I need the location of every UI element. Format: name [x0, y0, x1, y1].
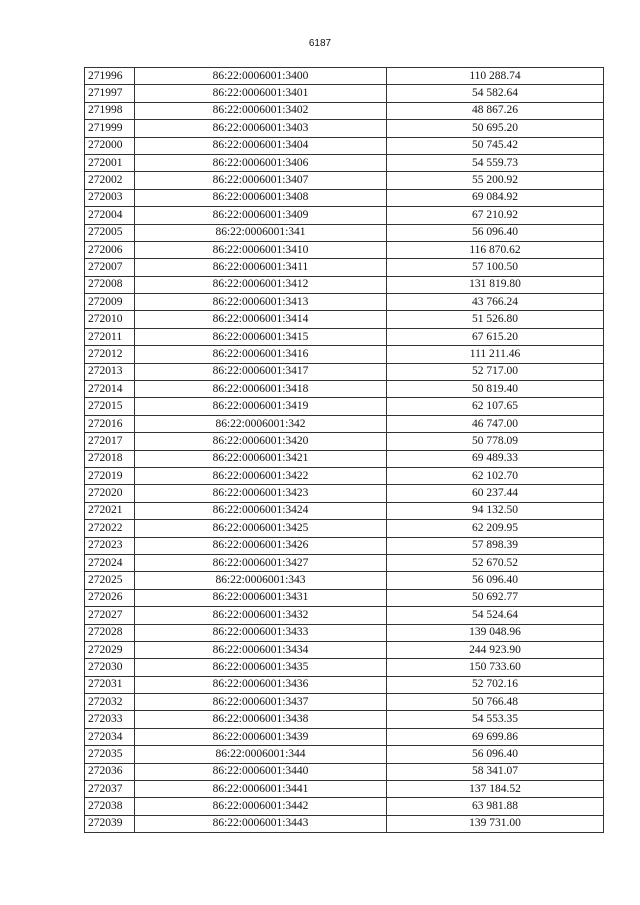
table-row	[85, 746, 604, 763]
row-number-cell: 272034	[85, 728, 135, 745]
cadastral-number-cell: 86:22:0006001:3418	[135, 381, 387, 398]
table-row	[85, 120, 604, 137]
value-cell: 51 526.80	[387, 311, 604, 328]
cadastral-number-cell: 86:22:0006001:3433	[135, 624, 387, 641]
row-number-cell: 272023	[85, 537, 135, 554]
cadastral-number-cell: 86:22:0006001:3402	[135, 102, 387, 119]
value-cell: 137 184.52	[387, 781, 604, 798]
cadastral-number-cell: 86:22:0006001:3406	[135, 154, 387, 171]
row-number-cell: 272018	[85, 450, 135, 467]
table-row	[85, 624, 604, 641]
value-cell: 54 582.64	[387, 85, 604, 102]
row-number-cell: 272022	[85, 520, 135, 537]
cadastral-number-cell: 86:22:0006001:3443	[135, 815, 387, 832]
row-number-cell: 272013	[85, 363, 135, 380]
value-cell: 54 524.64	[387, 607, 604, 624]
cadastral-number-cell: 86:22:0006001:3407	[135, 172, 387, 189]
cadastral-number-cell: 86:22:0006001:3408	[135, 189, 387, 206]
table-row	[85, 85, 604, 102]
row-number-cell: 272016	[85, 415, 135, 432]
table-row	[85, 572, 604, 589]
value-cell: 69 084.92	[387, 189, 604, 206]
row-number-cell: 271997	[85, 85, 135, 102]
value-cell: 69 699.86	[387, 728, 604, 745]
value-cell: 67 615.20	[387, 328, 604, 345]
table-row	[85, 607, 604, 624]
table-row	[85, 676, 604, 693]
value-cell: 50 766.48	[387, 694, 604, 711]
table-row	[85, 815, 604, 832]
table-row	[85, 311, 604, 328]
cadastral-number-cell: 86:22:0006001:3410	[135, 241, 387, 258]
value-cell: 54 553.35	[387, 711, 604, 728]
row-number-cell: 272014	[85, 381, 135, 398]
table-row	[85, 781, 604, 798]
value-cell: 131 819.80	[387, 276, 604, 293]
value-cell: 55 200.92	[387, 172, 604, 189]
cadastral-number-cell: 86:22:0006001:3417	[135, 363, 387, 380]
row-number-cell: 272019	[85, 467, 135, 484]
row-number-cell: 272012	[85, 346, 135, 363]
row-number-cell: 272015	[85, 398, 135, 415]
cadastral-number-cell: 86:22:0006001:3431	[135, 589, 387, 606]
row-number-cell: 272005	[85, 224, 135, 241]
value-cell: 46 747.00	[387, 415, 604, 432]
table-row	[85, 415, 604, 432]
cadastral-number-cell: 86:22:0006001:3435	[135, 659, 387, 676]
table-row	[85, 224, 604, 241]
row-number-cell: 272010	[85, 311, 135, 328]
cadastral-number-cell: 86:22:0006001:342	[135, 415, 387, 432]
cadastral-number-cell: 86:22:0006001:3404	[135, 137, 387, 154]
cadastral-number-cell: 86:22:0006001:343	[135, 572, 387, 589]
table-row	[85, 346, 604, 363]
cadastral-number-cell: 86:22:0006001:3437	[135, 694, 387, 711]
value-cell: 50 692.77	[387, 589, 604, 606]
cadastral-number-cell: 86:22:0006001:3432	[135, 607, 387, 624]
table-row	[85, 502, 604, 519]
table-row	[85, 276, 604, 293]
row-number-cell: 272020	[85, 485, 135, 502]
cadastral-number-cell: 86:22:0006001:3440	[135, 763, 387, 780]
cadastral-number-cell: 86:22:0006001:3438	[135, 711, 387, 728]
table-row	[85, 433, 604, 450]
value-cell: 50 745.42	[387, 137, 604, 154]
table-row	[85, 589, 604, 606]
value-cell: 56 096.40	[387, 572, 604, 589]
row-number-cell: 272009	[85, 294, 135, 311]
table-row	[85, 763, 604, 780]
row-number-cell: 272035	[85, 746, 135, 763]
row-number-cell: 272021	[85, 502, 135, 519]
value-cell: 50 819.40	[387, 381, 604, 398]
table-row	[85, 467, 604, 484]
cadastral-number-cell: 86:22:0006001:3441	[135, 781, 387, 798]
row-number-cell: 272011	[85, 328, 135, 345]
cadastral-number-cell: 86:22:0006001:3426	[135, 537, 387, 554]
table-row	[85, 537, 604, 554]
value-cell: 116 870.62	[387, 241, 604, 258]
cadastral-number-cell: 86:22:0006001:3414	[135, 311, 387, 328]
value-cell: 60 237.44	[387, 485, 604, 502]
table-row	[85, 641, 604, 658]
row-number-cell: 272038	[85, 798, 135, 815]
value-cell: 244 923.90	[387, 641, 604, 658]
value-cell: 48 867.26	[387, 102, 604, 119]
value-cell: 150 733.60	[387, 659, 604, 676]
cadastral-number-cell: 86:22:0006001:3424	[135, 502, 387, 519]
table-row	[85, 363, 604, 380]
value-cell: 56 096.40	[387, 746, 604, 763]
value-cell: 52 702.16	[387, 676, 604, 693]
table-row	[85, 259, 604, 276]
cadastral-number-cell: 86:22:0006001:3416	[135, 346, 387, 363]
table-row	[85, 520, 604, 537]
row-number-cell: 272025	[85, 572, 135, 589]
cadastral-number-cell: 86:22:0006001:3422	[135, 467, 387, 484]
row-number-cell: 272036	[85, 763, 135, 780]
cadastral-table	[84, 67, 604, 833]
row-number-cell: 272017	[85, 433, 135, 450]
table-row	[85, 328, 604, 345]
cadastral-number-cell: 86:22:0006001:3420	[135, 433, 387, 450]
row-number-cell: 272027	[85, 607, 135, 624]
row-number-cell: 272002	[85, 172, 135, 189]
cadastral-number-cell: 86:22:0006001:3423	[135, 485, 387, 502]
value-cell: 139 731.00	[387, 815, 604, 832]
table-row	[85, 137, 604, 154]
table-row	[85, 154, 604, 171]
row-number-cell: 272037	[85, 781, 135, 798]
row-number-cell: 272028	[85, 624, 135, 641]
value-cell: 50 695.20	[387, 120, 604, 137]
row-number-cell: 272003	[85, 189, 135, 206]
table-row	[85, 381, 604, 398]
cadastral-number-cell: 86:22:0006001:3413	[135, 294, 387, 311]
row-number-cell: 272007	[85, 259, 135, 276]
table-row	[85, 450, 604, 467]
value-cell: 110 288.74	[387, 68, 604, 85]
row-number-cell: 271998	[85, 102, 135, 119]
value-cell: 43 766.24	[387, 294, 604, 311]
value-cell: 111 211.46	[387, 346, 604, 363]
cadastral-number-cell: 86:22:0006001:3434	[135, 641, 387, 658]
value-cell: 94 132.50	[387, 502, 604, 519]
table-row	[85, 68, 604, 85]
row-number-cell: 272039	[85, 815, 135, 832]
cadastral-number-cell: 86:22:0006001:3411	[135, 259, 387, 276]
value-cell: 69 489.33	[387, 450, 604, 467]
table-row	[85, 485, 604, 502]
row-number-cell: 272024	[85, 554, 135, 571]
table-row	[85, 398, 604, 415]
row-number-cell: 272033	[85, 711, 135, 728]
value-cell: 56 096.40	[387, 224, 604, 241]
cadastral-number-cell: 86:22:0006001:344	[135, 746, 387, 763]
cadastral-number-cell: 86:22:0006001:3400	[135, 68, 387, 85]
value-cell: 62 102.70	[387, 467, 604, 484]
value-cell: 67 210.92	[387, 207, 604, 224]
table-row	[85, 189, 604, 206]
cadastral-number-cell: 86:22:0006001:3425	[135, 520, 387, 537]
row-number-cell: 271999	[85, 120, 135, 137]
table-row	[85, 294, 604, 311]
table-row	[85, 241, 604, 258]
table-row	[85, 694, 604, 711]
cadastral-number-cell: 86:22:0006001:3412	[135, 276, 387, 293]
row-number-cell: 271996	[85, 68, 135, 85]
cadastral-number-cell: 86:22:0006001:3442	[135, 798, 387, 815]
cadastral-number-cell: 86:22:0006001:3415	[135, 328, 387, 345]
table-body	[85, 68, 604, 833]
table-row	[85, 728, 604, 745]
row-number-cell: 272030	[85, 659, 135, 676]
value-cell: 62 209.95	[387, 520, 604, 537]
cadastral-number-cell: 86:22:0006001:3401	[135, 85, 387, 102]
table-row	[85, 554, 604, 571]
value-cell: 52 717.00	[387, 363, 604, 380]
value-cell: 139 048.96	[387, 624, 604, 641]
row-number-cell: 272000	[85, 137, 135, 154]
cadastral-number-cell: 86:22:0006001:3436	[135, 676, 387, 693]
table-row	[85, 798, 604, 815]
value-cell: 54 559.73	[387, 154, 604, 171]
cadastral-number-cell: 86:22:0006001:3403	[135, 120, 387, 137]
row-number-cell: 272006	[85, 241, 135, 258]
table-row	[85, 711, 604, 728]
table-row	[85, 102, 604, 119]
cadastral-number-cell: 86:22:0006001:3421	[135, 450, 387, 467]
value-cell: 58 341.07	[387, 763, 604, 780]
value-cell: 62 107.65	[387, 398, 604, 415]
cadastral-number-cell: 86:22:0006001:3409	[135, 207, 387, 224]
row-number-cell: 272001	[85, 154, 135, 171]
value-cell: 57 898.39	[387, 537, 604, 554]
table-row	[85, 659, 604, 676]
row-number-cell: 272026	[85, 589, 135, 606]
table-row	[85, 172, 604, 189]
table-row	[85, 207, 604, 224]
cadastral-number-cell: 86:22:0006001:341	[135, 224, 387, 241]
cadastral-number-cell: 86:22:0006001:3419	[135, 398, 387, 415]
page-number: 6187	[308, 38, 332, 49]
cadastral-number-cell: 86:22:0006001:3427	[135, 554, 387, 571]
row-number-cell: 272029	[85, 641, 135, 658]
cadastral-number-cell: 86:22:0006001:3439	[135, 728, 387, 745]
row-number-cell: 272008	[85, 276, 135, 293]
value-cell: 63 981.88	[387, 798, 604, 815]
value-cell: 50 778.09	[387, 433, 604, 450]
row-number-cell: 272032	[85, 694, 135, 711]
row-number-cell: 272004	[85, 207, 135, 224]
value-cell: 57 100.50	[387, 259, 604, 276]
value-cell: 52 670.52	[387, 554, 604, 571]
row-number-cell: 272031	[85, 676, 135, 693]
